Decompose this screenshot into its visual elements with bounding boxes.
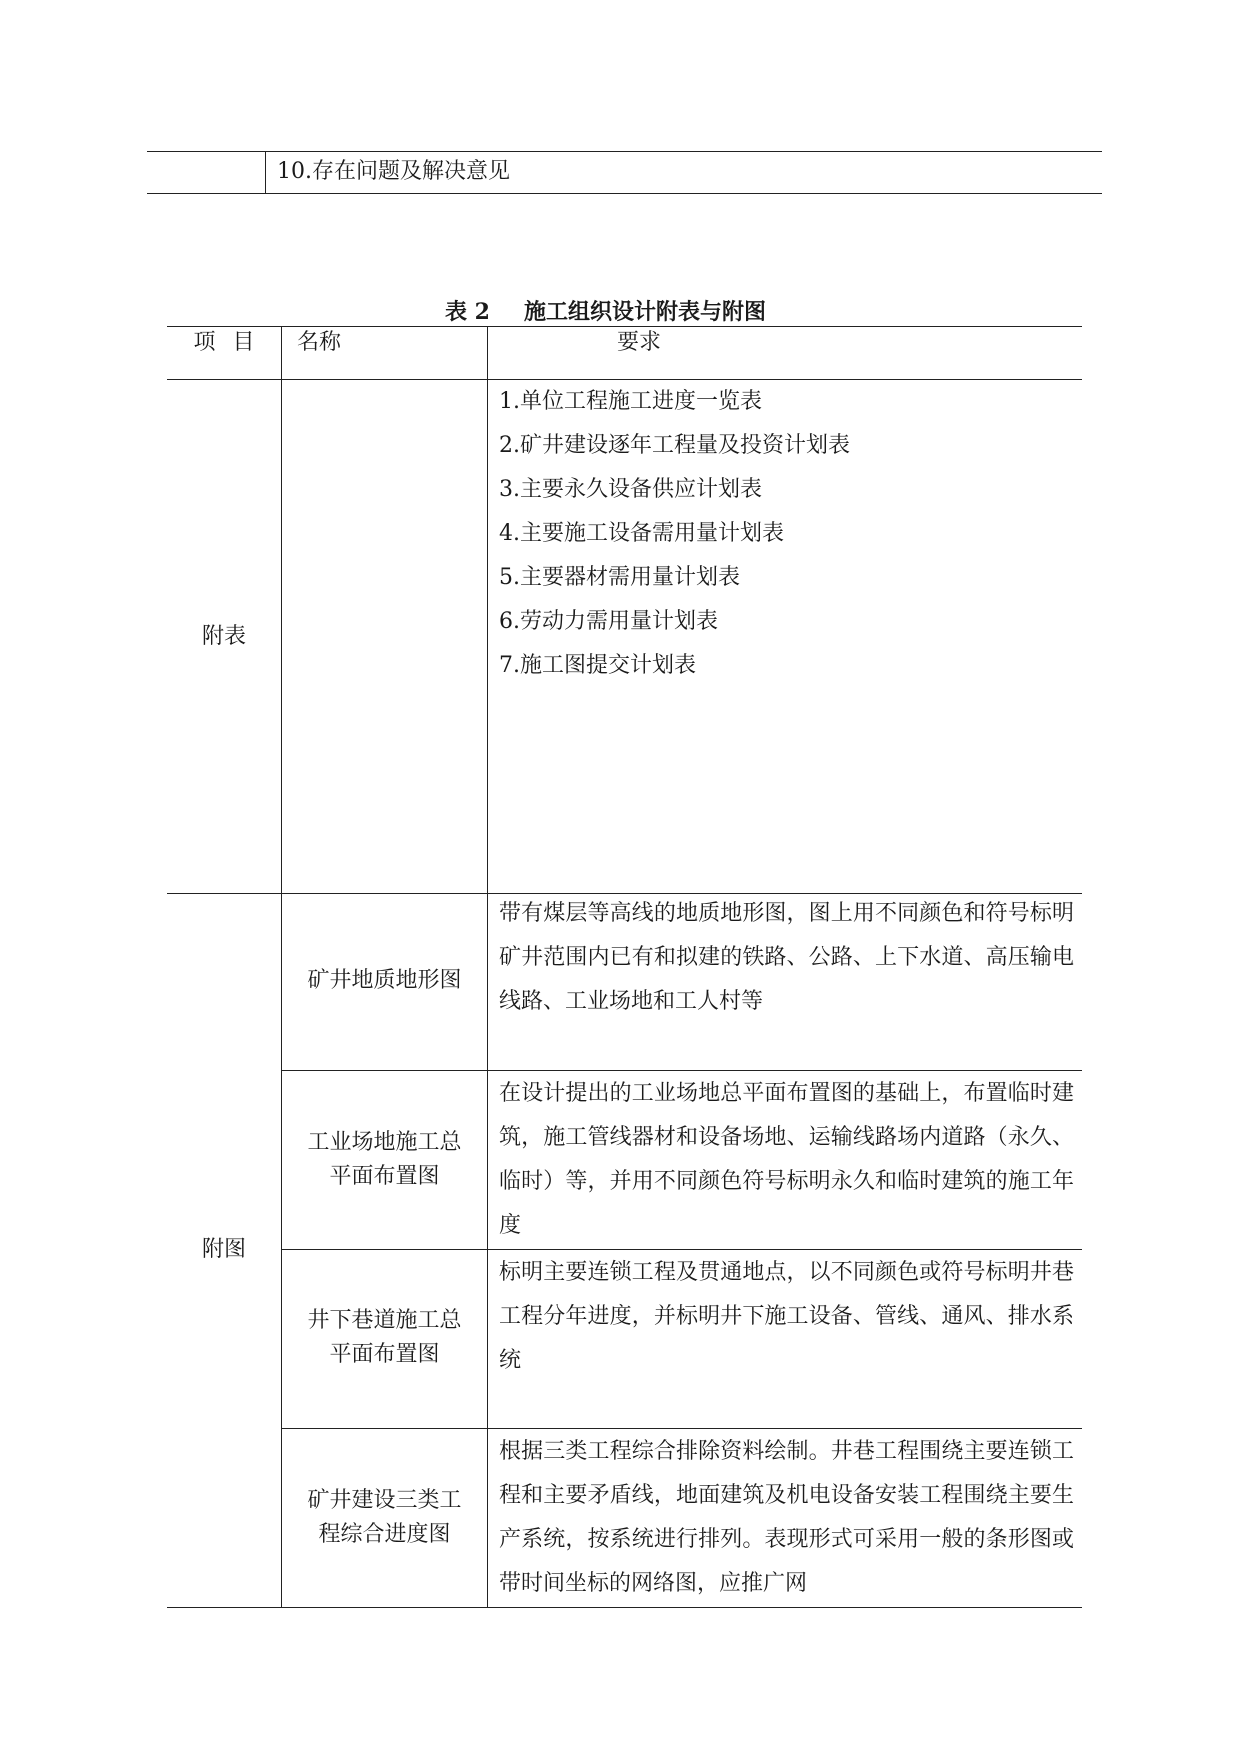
table-caption [445, 295, 766, 326]
table2-col-divider-2 [487, 326, 488, 1607]
section-label-attached-tables: 附表 [201, 624, 246, 649]
table2-row-divider-2 [281, 1249, 1082, 1250]
list-item: 2.矿井建设逐年工程量及投资计划表 [499, 433, 850, 458]
table-caption-text: 施工组织设计附表与附图 [523, 299, 766, 325]
figure-name-4-line1: 矿井建设三类工 [307, 1488, 462, 1513]
list-item: 4.主要施工设备需用量计划表 [499, 521, 784, 546]
header-requirement: 要求 [617, 330, 662, 355]
figure-requirement-4: 根据三类工程综合排除资料绘制。井巷工程围绕主要连锁工程和主要矛盾线，地面建筑及机电设备安装工程围绕主要生产系统，按系统进行排列。表现形式可采用一般的条形图或带时间坐标的网络图，应推广网 [499, 1439, 1074, 1596]
list-item: 5.主要器材需用量计划表 [499, 565, 740, 590]
table2-row-divider-1 [281, 1070, 1082, 1071]
header-name: 名称 [297, 330, 342, 355]
figure-name-4-line2: 程综合进度图 [318, 1522, 451, 1547]
figure-requirement-2: 在设计提出的工业场地总平面布置图的基础上，布置临时建筑，施工管线器材和设备场地、运输线路场内道路（永久、临时）等，并用不同颜色符号标明永久和临时建筑的施工年度 [499, 1081, 1074, 1238]
list-item: 7.施工图提交计划表 [499, 653, 696, 678]
table-caption-number: 表 2 [445, 299, 490, 325]
list-item: 6.劳动力需用量计划表 [499, 609, 718, 634]
figure-requirement-3: 标明主要连锁工程及贯通地点，以不同颜色或符号标明井巷工程分年进度，并标明井下施工设备、管线、通风、排水系统 [499, 1260, 1074, 1373]
table2-row-divider-3 [281, 1428, 1082, 1429]
figure-name-3-line2: 平面布置图 [329, 1342, 440, 1367]
header-item: 项 目 [193, 330, 255, 355]
table2-border-bottom [167, 1607, 1082, 1608]
list-item: 3.主要永久设备供应计划表 [499, 477, 762, 502]
attached-tables-list [499, 380, 850, 688]
top-table-row-text: 10.存在问题及解决意见 [277, 159, 510, 184]
figure-name-2-line2: 平面布置图 [329, 1164, 440, 1189]
top-table-divider [265, 151, 266, 193]
figure-name-1: 矿井地质地形图 [307, 968, 462, 993]
list-item: 1.单位工程施工进度一览表 [499, 389, 762, 414]
figure-requirement-1: 带有煤层等高线的地质地形图，图上用不同颜色和符号标明矿井范围内已有和拟建的铁路、公路、上下水道、高压输电线路、工业场地和工人村等 [499, 901, 1074, 1014]
figure-name-3-line1: 井下巷道施工总 [307, 1308, 462, 1333]
section-label-attached-figures: 附图 [201, 1237, 246, 1262]
figure-name-2-line1: 工业场地施工总 [307, 1130, 462, 1155]
